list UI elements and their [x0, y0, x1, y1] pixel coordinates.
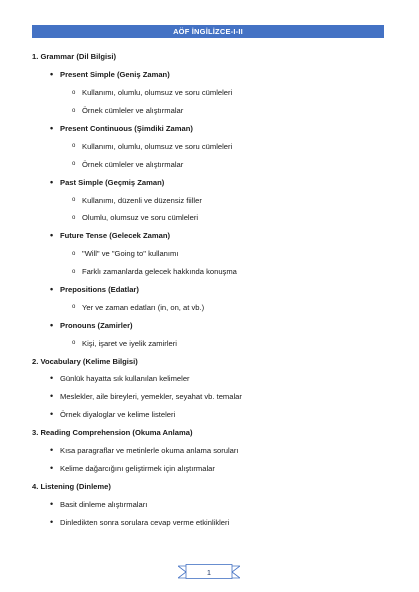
- bullet-icon: •: [50, 176, 54, 187]
- list-item: o Örnek cümleler ve alıştırmalar: [72, 159, 184, 169]
- list-item: • Basit dinleme alıştırmaları: [50, 498, 148, 509]
- list-item: o Kişi, işaret ve iyelik zamirleri: [72, 338, 177, 348]
- document-body: [32, 48, 392, 531]
- list-item: • Örnek diyaloglar ve kelime listeleri: [50, 409, 176, 420]
- list-item: o Farklı zamanlarda gelecek hakkında konuşma: [72, 267, 237, 277]
- bullet-icon: •: [50, 230, 54, 241]
- list-item: o Örnek cümleler ve alıştırmalar: [72, 106, 184, 116]
- subsection-title: • Prepositions (Edatlar): [50, 284, 139, 295]
- list-item: o Kullanımı, olumlu, olumsuz ve soru cümleleri: [72, 88, 233, 98]
- document-title-bar: [32, 25, 384, 38]
- circle-bullet-icon: o: [72, 214, 76, 221]
- section-heading: 3. Reading Comprehension (Okuma Anlama): [32, 428, 193, 438]
- list-item: • Günlük hayatta sık kullanılan kelimeler: [50, 373, 190, 384]
- document-title: AÖF İNGİLİZCE-I-II: [173, 27, 243, 36]
- bullet-icon: •: [50, 319, 54, 330]
- circle-bullet-icon: o: [72, 250, 76, 257]
- section-heading: 2. Vocabulary (Kelime Bilgisi): [32, 356, 138, 366]
- list-item: o Kullanımı, düzenli ve düzensiz fiiller: [72, 195, 202, 205]
- circle-bullet-icon: o: [72, 197, 76, 204]
- subsection-title: • Present Simple (Geniş Zaman): [50, 69, 170, 80]
- circle-bullet-icon: o: [72, 340, 76, 347]
- list-item: o Kullanımı, olumlu, olumsuz ve soru cümleleri: [72, 141, 233, 151]
- bullet-icon: •: [50, 123, 54, 133]
- bullet-icon: •: [50, 391, 54, 402]
- list-item: o Yer ve zaman edatları (in, on, at vb.): [72, 302, 205, 312]
- list-item: • Meslekler, aile bireyleri, yemekler, seyahat vb. temalar: [50, 391, 242, 402]
- circle-bullet-icon: o: [72, 89, 76, 96]
- section-heading: 4. Listening (Dinleme): [32, 481, 111, 491]
- list-item: • Dinledikten sonra sorulara cevap verme etkinlikleri: [50, 516, 230, 527]
- bullet-icon: •: [50, 462, 54, 473]
- subsection-title: • Pronouns (Zamirler): [50, 319, 133, 330]
- bullet-icon: •: [50, 498, 54, 509]
- bullet-icon: •: [50, 516, 54, 527]
- page-number: 1: [206, 567, 212, 577]
- list-item: o "Will" ve "Going to" kullanımı: [72, 249, 179, 259]
- bullet-icon: •: [50, 284, 54, 295]
- bullet-icon: •: [50, 445, 54, 456]
- list-item: o Olumlu, olumsuz ve soru cümleleri: [72, 213, 199, 223]
- circle-bullet-icon: o: [72, 143, 76, 150]
- circle-bullet-icon: o: [72, 304, 76, 311]
- circle-bullet-icon: o: [72, 161, 76, 168]
- subsection-title: • Present Continuous (Şimdiki Zaman): [50, 123, 193, 133]
- section-heading: 1. Grammar (Dil Bilgisi): [32, 52, 116, 62]
- bullet-icon: •: [50, 409, 54, 420]
- list-item: • Kelime dağarcığını geliştirmek için alıştırmalar: [50, 462, 215, 473]
- list-item: • Kısa paragraflar ve metinlerle okuma anlama soruları: [50, 445, 239, 456]
- bullet-icon: •: [50, 373, 54, 384]
- circle-bullet-icon: o: [72, 107, 76, 114]
- page-footer: [178, 564, 240, 580]
- subsection-title: • Future Tense (Gelecek Zaman): [50, 230, 171, 241]
- circle-bullet-icon: o: [72, 268, 76, 275]
- subsection-title: • Past Simple (Geçmiş Zaman): [50, 176, 165, 187]
- bullet-icon: •: [50, 69, 54, 80]
